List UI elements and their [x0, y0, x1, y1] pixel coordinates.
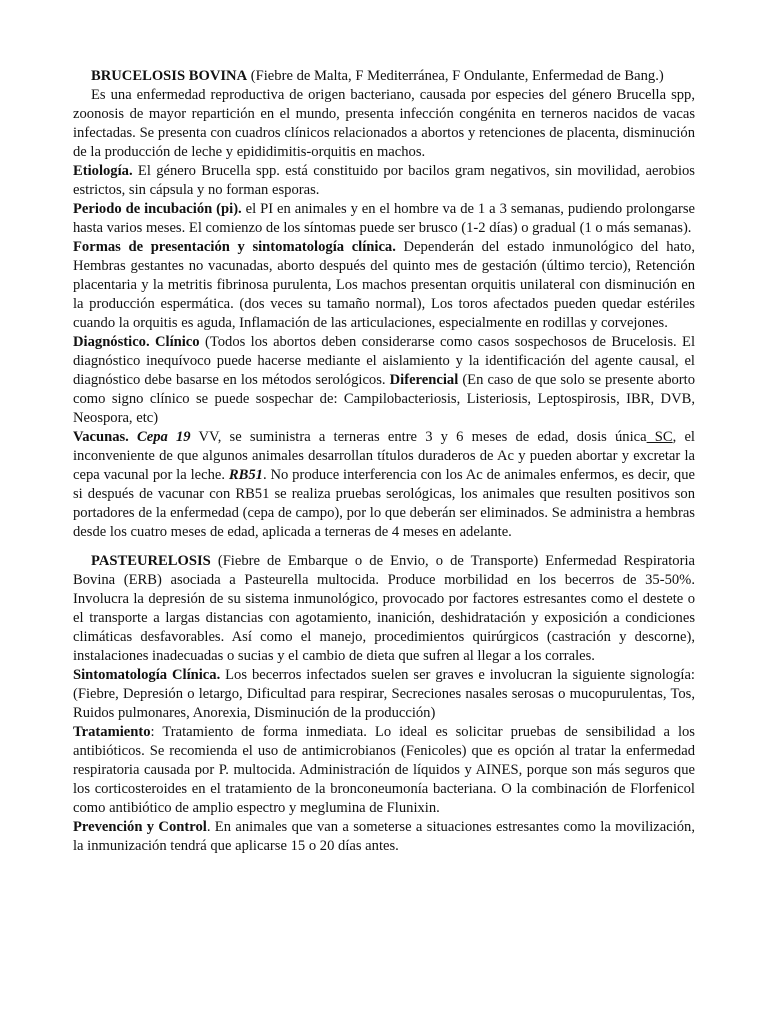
prevencion-paragraph	[73, 818, 695, 856]
tratamiento-label: Tratamiento	[73, 724, 151, 740]
brucelosis-title: BRUCELOSIS BOVINA	[91, 68, 248, 84]
vacunas-sc: SC	[646, 429, 673, 445]
formas-text: Dependerán del estado inmunológico del hato, Hembras gestantes no vacunadas, aborto después del quinto mes de gestación (último tercio), Retención placentaria y la metritis fibrinosa purulenta, Los machos presentan orquitis unilateral con disminución en la producción espermática. (dos veces su tamaño normal), Los toros afectados pueden quedar estériles cuando la orquitis es aguda, Inflamación de las articulaciones, especialmente en rodillas y corvejones.	[73, 239, 695, 331]
periodo-text: el PI en animales y en el hombre va de 1 a 3 semanas, pudiendo prolongarse hasta varios meses. El comienzo de los síntomas puede ser brusco (1-2 días) o gradual (1 o más semanas).	[73, 201, 695, 236]
sintomatologia-text: Los becerros infectados suelen ser graves e involucran la siguiente signología: (Fiebre, Depresión o letargo, Dificultad para respirar, Secreciones nasales serosas o mucopurulentas, Tos, Ruidos pulmonares, Anorexia, Disminución de la producción)	[73, 667, 695, 721]
formas-paragraph	[73, 238, 695, 333]
pasteurelosis-intro	[73, 552, 695, 666]
diagnostico-paragraph	[73, 333, 695, 428]
diagnostico-text: (Todos los abortos deben considerarse como casos sospechosos de Brucelosis. El diagnóstico inequívoco puede hacerse mediante el aislamiento y la identificación del agente causal, el diagnóstico debe basarse en los métodos serológicos.	[73, 334, 696, 388]
vacunas-text-1: VV, se suministra a terneras entre 3 y 6 meses de edad, dosis única	[190, 429, 647, 445]
sintomatologia-paragraph	[73, 666, 695, 723]
brucelosis-synonyms: (Fiebre de Malta, F Mediterránea, F Ondulante, Enfermedad de Bang.)	[247, 68, 664, 84]
prevencion-text: . En animales que van a someterse a situaciones estresantes como la movilización, la inmunización tendrá que aplicarse 15 o 20 días antes.	[73, 819, 695, 854]
vacunas-text-2: , el inconveniente de que algunos animales desarrollan títulos duraderos de Ac y pueden abortar y excretar la cepa vacunal por la leche.	[73, 429, 695, 483]
pasteurelosis-intro-text: (Fiebre de Embarque o de Envio, o de Transporte) Enfermedad Respiratoria Bovina (ERB) asociada a Pasteurella multocida. Produce morbilidad en los becerros de 35-50%. Involucra la depresión de su sistema inmunológico, provocado por factores estresantes como el destete o el transporte a largas distancias con agotamiento, inanición, deshidratación y exposición a condiciones climáticas desfavorables. Así como el manejo, procedimientos quirúrgicos (castración y descorne), instalaciones inadecuadas o sucias y el cambio de dieta que sufren al llegar a los corrales.	[73, 553, 695, 664]
vacunas-paragraph	[73, 428, 695, 542]
vacunas-label: Vacunas.	[73, 429, 129, 445]
rb51-label: RB51	[228, 467, 263, 483]
diferencial-label: Diferencial	[389, 372, 459, 388]
diagnostico-label: Diagnóstico. Clínico	[73, 334, 200, 350]
etiologia-text: El género Brucella spp. está constituido por bacilos gram negativos, sin movilidad, aerobios estrictos, sin cápsula y no forman esporas.	[73, 163, 695, 198]
etiologia-paragraph	[73, 162, 695, 200]
prevencion-label: Prevención y Control	[73, 819, 207, 835]
formas-label: Formas de presentación y sintomatología clínica.	[73, 239, 396, 255]
vacunas-text-3: . No produce interferencia con los Ac de animales enfermos, es decir, que si después de vacunar con RB51 se realiza pruebas serológicas, los animales que resulten positivos son portadores de la enfermedad (cepa de campo), por lo que deberán ser eliminados. Se administra a hembras desde los cuatro meses de edad, aplicada a terneras de 4 meses en adelante.	[73, 467, 695, 540]
brucelosis-intro: Es una enfermedad reproductiva de origen bacteriano, causada por especies del género Brucella spp, zoonosis de mayor repartición en el mundo, presenta infección congénita en terneros nacidos de vacas infectadas. Se presenta con cuadros clínicos relacionados a abortos y retenciones de placenta, disminución de la producción de leche y epididimitis-orquitis en machos.	[73, 87, 695, 160]
etiologia-label: Etiología.	[73, 163, 133, 179]
cepa19-label: Cepa 19	[137, 429, 191, 445]
diferencial-text: (En caso de que solo se presente aborto como signo clínico se puede sospechar de: Campilobacteriosis, Listeriosis, Leptospirosis, IBR, DVB, Neospora, etc)	[73, 372, 696, 426]
periodo-label: Periodo de incubación (pi).	[73, 201, 242, 217]
pasteurelosis-title: PASTEURELOSIS	[91, 553, 211, 569]
tratamiento-paragraph	[73, 723, 695, 818]
tratamiento-text: : Tratamiento de forma inmediata. Lo ideal es solicitar pruebas de sensibilidad a los antibióticos. Se recomienda el uso de antimicrobianos (Fenicoles) que es opción al tratar la enfermedad respiratoria causada por P. multocida. Administración de líquidos y AINES, porque son más seguros que los corticosteroides en el tratamiento de la bronconeumonía bacteriana. O la combinación de Florfenicol como antibiótico de amplio espectro y meglumina de Flunixin.	[73, 724, 695, 816]
brucelosis-heading	[73, 67, 695, 86]
periodo-paragraph	[73, 200, 695, 238]
sintomatologia-label: Sintomatología Clínica.	[73, 667, 221, 683]
